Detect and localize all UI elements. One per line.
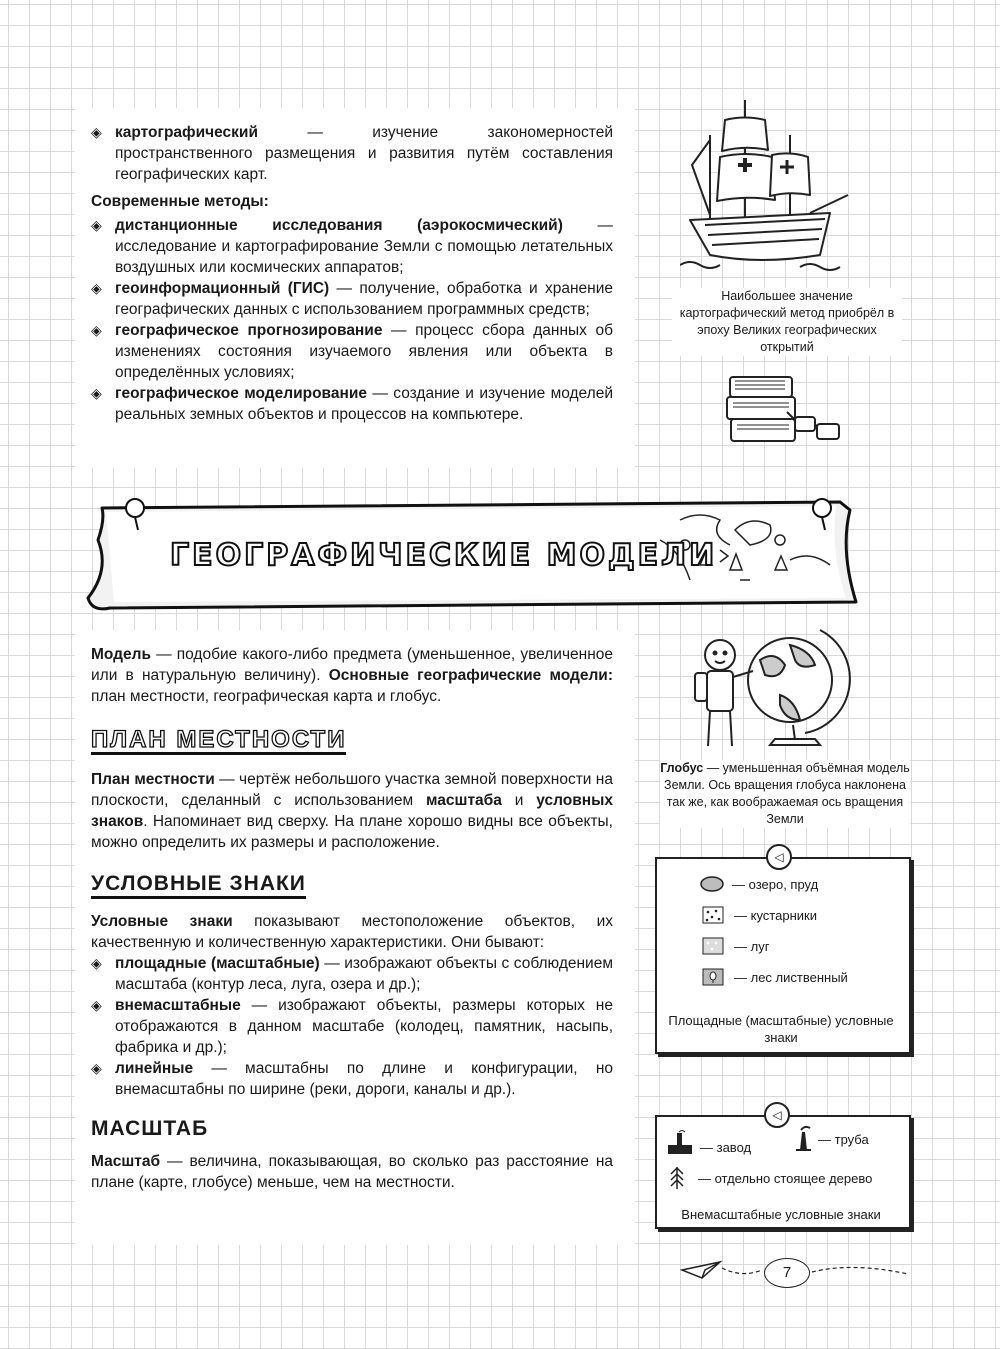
method-item: ◈ географическое прогнозирование — процесс сбора данных об изменениях состояния изучаемого явления или объекта в определённых условиях; [91,322,613,381]
triangle-left-icon: ◁ [764,1102,790,1128]
scale-heading-wrap [91,1118,613,1141]
banner-title: ГЕОГРАФИЧЕСКИЕ МОДЕЛИ [170,538,718,573]
legend-row-tree: — отдельно стоящее дерево [668,1165,872,1191]
signs-definition: Условные знаки показывают местоположение объектов, их качественную и количественную характеристики. Они бывают: [91,913,613,951]
lake-icon [700,876,724,892]
deciduous-forest-icon [702,968,724,986]
intro-panel [75,108,635,468]
sign-type-item: ◈ площадные (масштабные) — изображают объекты с соблюдением масштаба (контур леса, луга, озера и др.); [91,955,613,993]
legend-row-chimney: — труба [792,1124,869,1154]
method-cartographic: ◈ картографический — изучение закономерностей пространственного размещения и развития путём составления географических карт. [91,124,613,183]
triangle-left-icon: ◁ [766,844,792,870]
plan-heading-wrap [91,726,613,755]
offscale-signs-caption: Внемасштабные условные знаки [660,1206,902,1223]
plan-definition: План местности — чертёж небольшого участка земной поверхности на плоскости, сделанный с использованием масштаба и условных знаков. Напоминает вид сверху. На плане хорошо видны все объекты, можно определить их размеры и расположение. [91,771,613,851]
bullet-icon: ◈ [91,955,102,971]
legend-row-meadow: — луг [702,937,769,955]
bullet-icon: ◈ [91,322,102,338]
method-item: ◈ геоинформационный (ГИС) — получение, обработка и хранение географических данных с использованием программных средств; [91,280,613,318]
modern-methods-heading: Современные методы: [91,193,269,210]
method-item: ◈ географическое моделирование — создание и изучение моделей реальных земных объектов и процессов на компьютере. [91,385,613,423]
bullet-icon: ◈ [91,385,102,401]
legend-row-lake: — озеро, пруд [700,876,818,892]
sign-type-item: ◈ линейные — масштабны по длине и конфигурации, но внемасштабны по ширине (реки, дороги, каналы и др.). [91,1060,613,1098]
main-panel [75,630,635,1245]
chimney-icon [792,1124,814,1154]
sailing-ship-illustration [680,95,855,275]
globe-caption: Глобус — уменьшенная объёмная модель Земли. Ось вращения глобуса наклонена так же, как воображаемая ось вращения Земли [660,761,910,826]
books-glasses-illustration [725,372,845,447]
bullet-icon: ◈ [91,1060,102,1076]
signs-heading: УСЛОВНЫЕ ЗНАКИ [91,873,306,899]
sign-type-item: ◈ внемасштабные — изображают объекты, размеры которых не отображаются в данном масштабе (колодец, памятник, насыпь, фабрика и др.); [91,997,613,1056]
shrubs-icon [702,906,724,924]
signs-heading-wrap [91,873,613,899]
factory-icon [666,1128,694,1156]
method-item: ◈ дистанционные исследования (аэрокосмический) — исследование и картографирование Земли с помощью летательных воздушных или космических аппаратов; [91,217,613,276]
globe-boy-illustration [685,615,855,755]
page-number: 7 [764,1258,810,1288]
bullet-icon: ◈ [91,124,102,140]
legend-row-forest: — лес лиственный [702,968,848,986]
legend-row-factory: — завод [666,1128,751,1156]
bullet-icon: ◈ [91,217,102,233]
lone-tree-icon [668,1165,686,1191]
area-signs-caption: Площадные (масштабные) условные знаки [660,1012,902,1046]
scale-heading: МАСШТАБ [91,1117,209,1140]
meadow-icon [702,937,724,955]
scale-definition: Масштаб — величина, показывающая, во сколько раз расстояние на плане (карте, глобусе) меньше, чем на местности. [91,1153,613,1191]
plan-heading: ПЛАН МЕСТНОСТИ [91,726,347,753]
ship-caption: Наибольшее значение картографический метод приобрёл в эпоху Великих географических открытий [672,288,902,356]
legend-row-shrubs: — кустарники [702,906,817,924]
bullet-icon: ◈ [91,997,102,1013]
model-definition: Модель — подобие какого-либо предмета (уменьшенное, увеличенное или в натуральную величину). Основные географические модели: план местности, географическая карта и глобус. [91,646,613,705]
bullet-icon: ◈ [91,280,102,296]
